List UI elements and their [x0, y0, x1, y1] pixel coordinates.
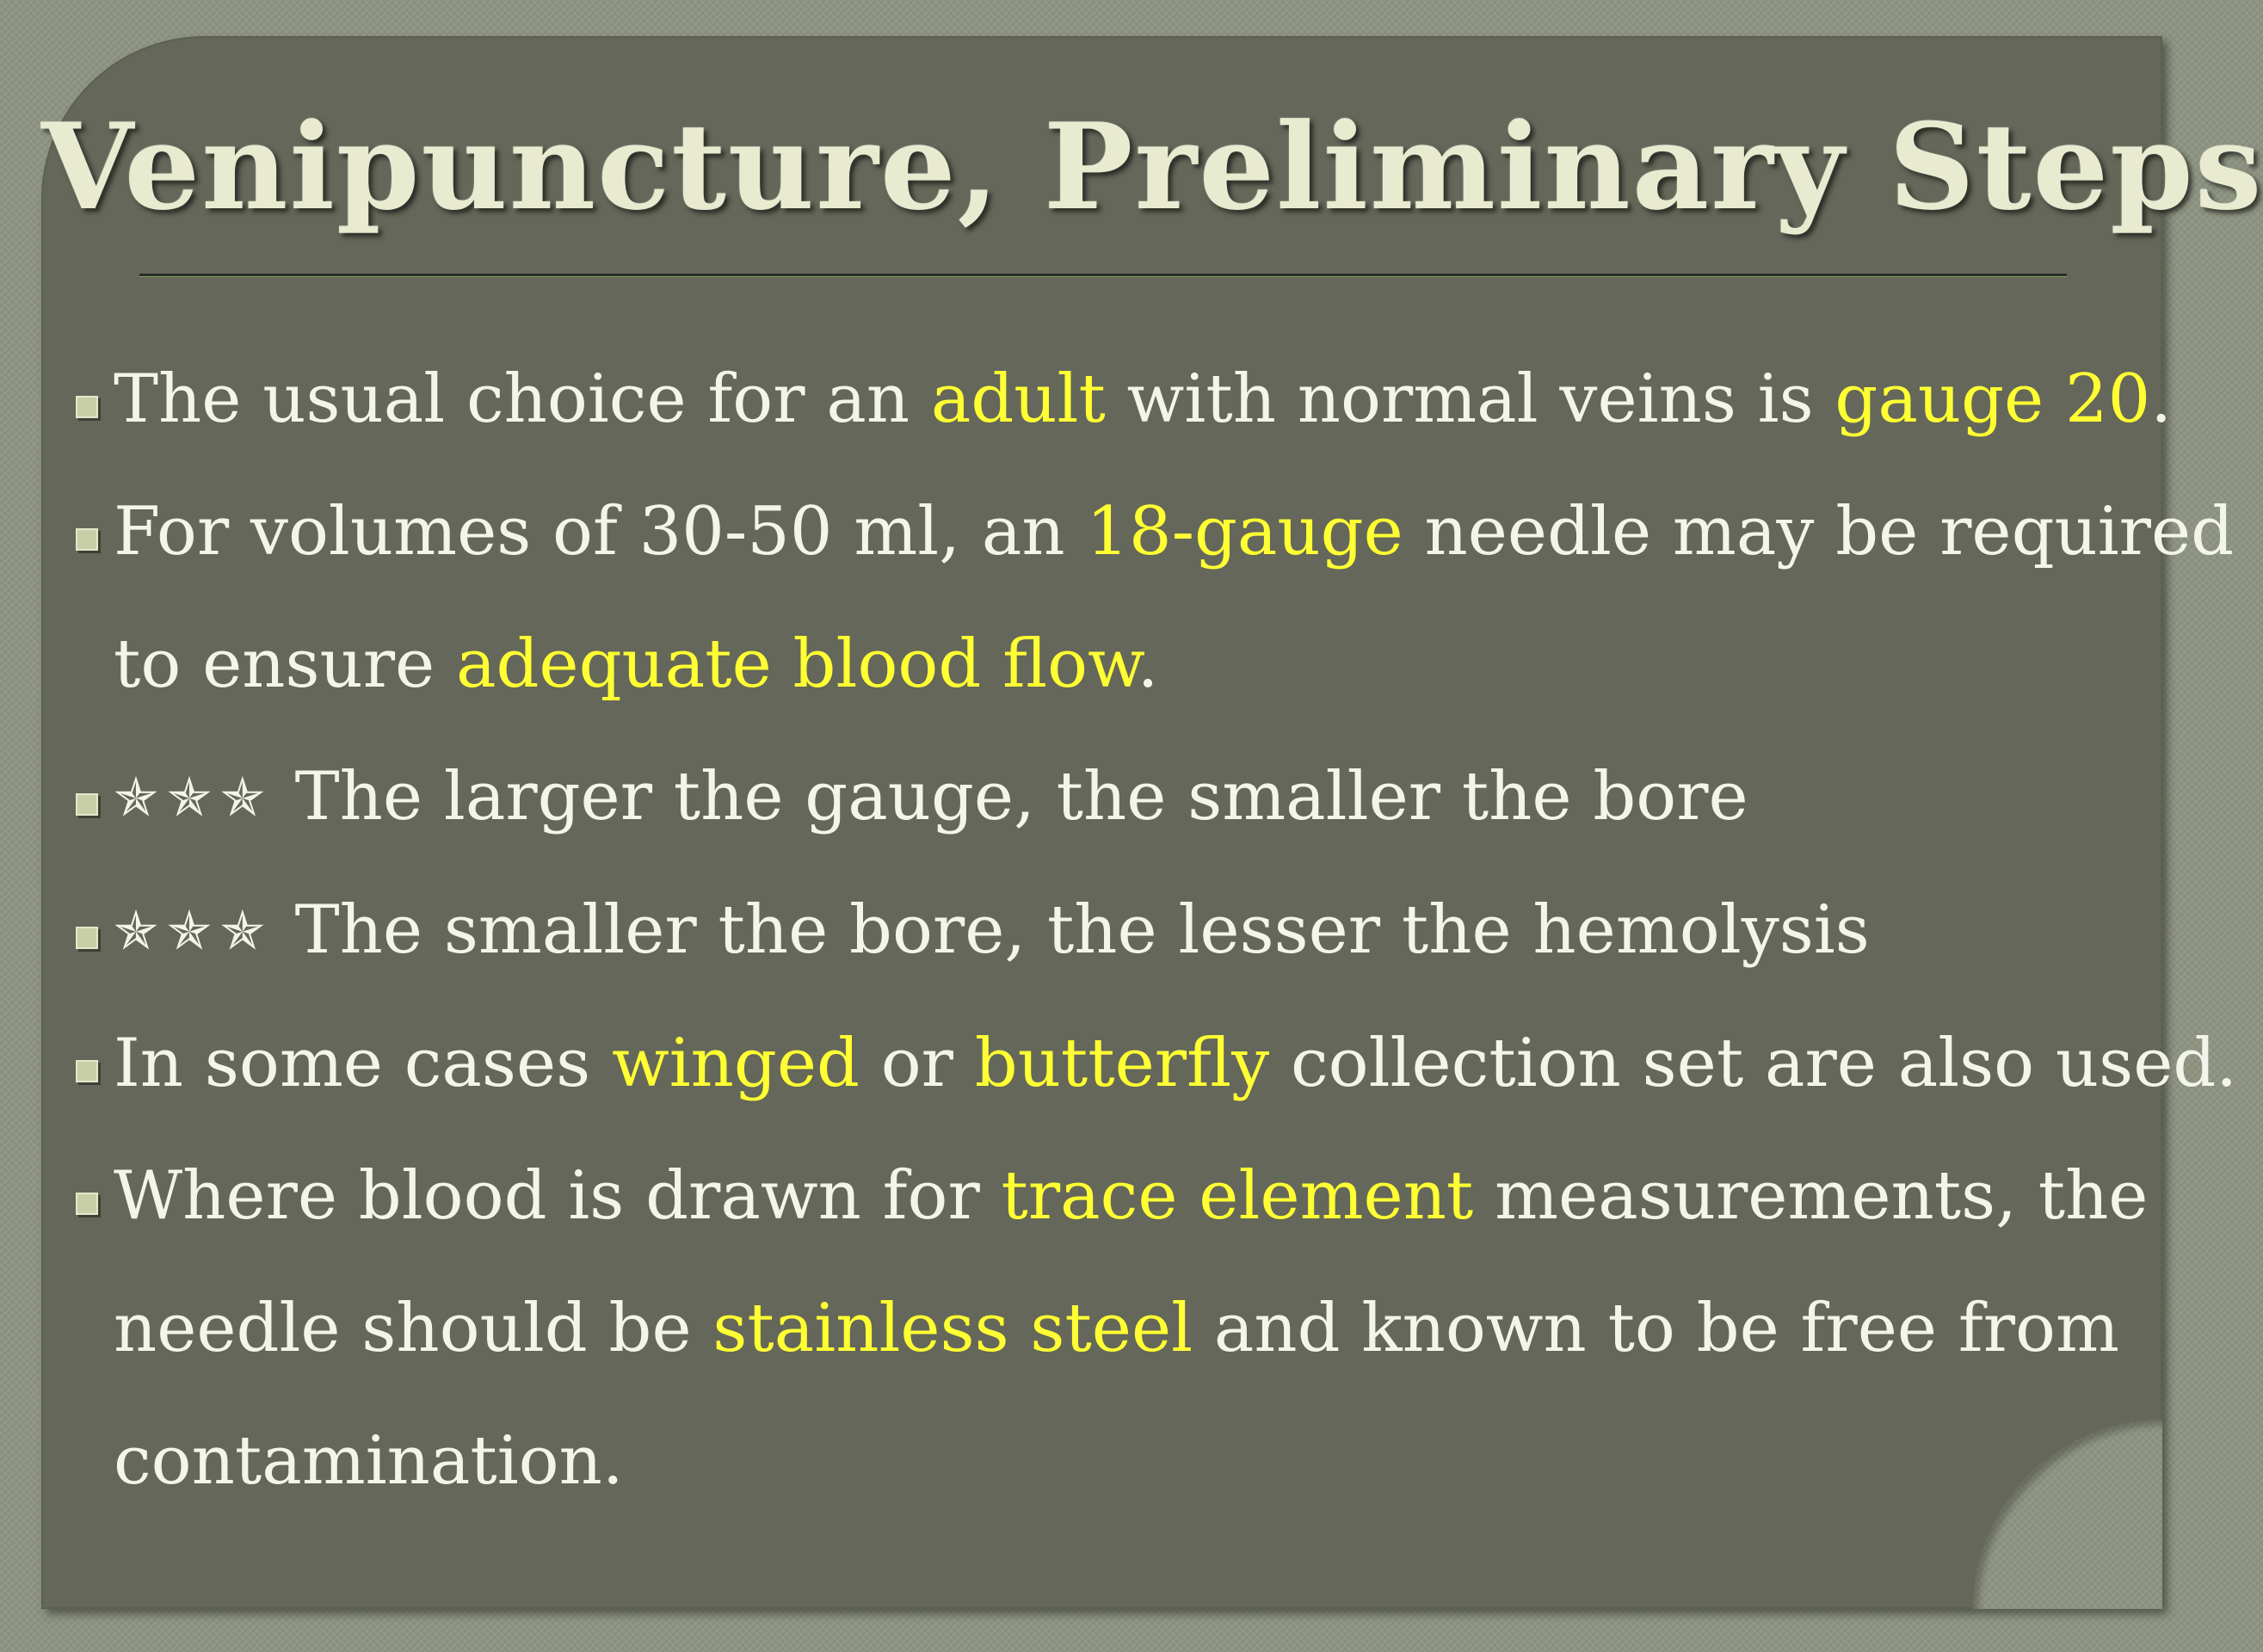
bullet-box-shape: [76, 927, 98, 949]
bullet-text: with normal veins is: [1105, 361, 1835, 438]
bullet-box-shape: [76, 528, 98, 551]
highlighted-text: adult: [930, 361, 1106, 438]
bullet-text: needle may be required: [1403, 493, 2235, 570]
bullet-text: The smaller the bore, the lesser the hemolysis: [273, 891, 1870, 969]
bullet-box-shape: [76, 396, 98, 418]
highlighted-text: trace element: [1001, 1157, 1474, 1235]
slide-panel: [41, 36, 2263, 1609]
hollow-square-bullet-icon: [76, 997, 110, 1130]
bullet-item: [76, 333, 2173, 465]
bullet-text: .: [2150, 361, 2173, 438]
bullet-item: [76, 864, 2149, 997]
bullet-continuation-line: [76, 1395, 2149, 1527]
bullet-text: The larger the gauge, the smaller the bore: [273, 758, 1748, 835]
highlighted-text: stainless steel: [712, 1290, 1193, 1367]
bullet-text: needle should be: [114, 1290, 713, 1367]
bullet-box-shape: [76, 1060, 98, 1082]
highlighted-text: 18-gauge: [1086, 493, 1403, 570]
bullet-box-shape: [76, 793, 98, 816]
bullet-text: For volumes of 30-50 ml, an: [114, 493, 1087, 570]
highlighted-text: butterfly: [974, 1025, 1270, 1102]
bullet-text: or: [859, 1025, 975, 1102]
bullet-item: [76, 465, 2235, 598]
star-icons: ✯✯✯: [114, 899, 274, 962]
bullet-text: and known to be free from: [1193, 1290, 2119, 1367]
bullet-text: The usual choice for an: [114, 361, 931, 438]
bullet-item: [76, 730, 2149, 864]
bullet-continuation-line: [76, 1262, 2149, 1395]
bullet-text: collection set are also used.: [1269, 1025, 2238, 1102]
hollow-square-bullet-icon: [76, 1130, 110, 1262]
bullet-text: Where blood is drawn for: [114, 1157, 1002, 1235]
bullet-text: to ensure: [114, 626, 456, 703]
highlighted-text: winged: [611, 1025, 860, 1102]
highlighted-text: gauge 20: [1834, 361, 2151, 438]
slide-title: Venipuncture, Preliminary Steps: [41, 96, 2263, 237]
hollow-square-bullet-icon: [76, 864, 110, 996]
bullet-item: [76, 1130, 2149, 1262]
title-divider: [139, 274, 2067, 276]
hollow-square-bullet-icon: [76, 333, 110, 465]
hollow-square-bullet-icon: [76, 730, 110, 863]
bullet-text: In some cases: [114, 1025, 612, 1102]
bullet-box-shape: [76, 1193, 98, 1215]
bullet-item: [76, 997, 2238, 1130]
bullet-text: measurements, the: [1473, 1157, 2149, 1235]
bullet-text: contamination.: [114, 1422, 624, 1500]
bullet-continuation-line: [76, 598, 2149, 730]
bullet-text: .: [1137, 626, 1159, 703]
hollow-square-bullet-icon: [76, 465, 110, 598]
highlighted-text: adequate blood flow: [456, 626, 1138, 703]
star-icons: ✯✯✯: [114, 766, 274, 829]
bullet-list: [76, 333, 2238, 1527]
